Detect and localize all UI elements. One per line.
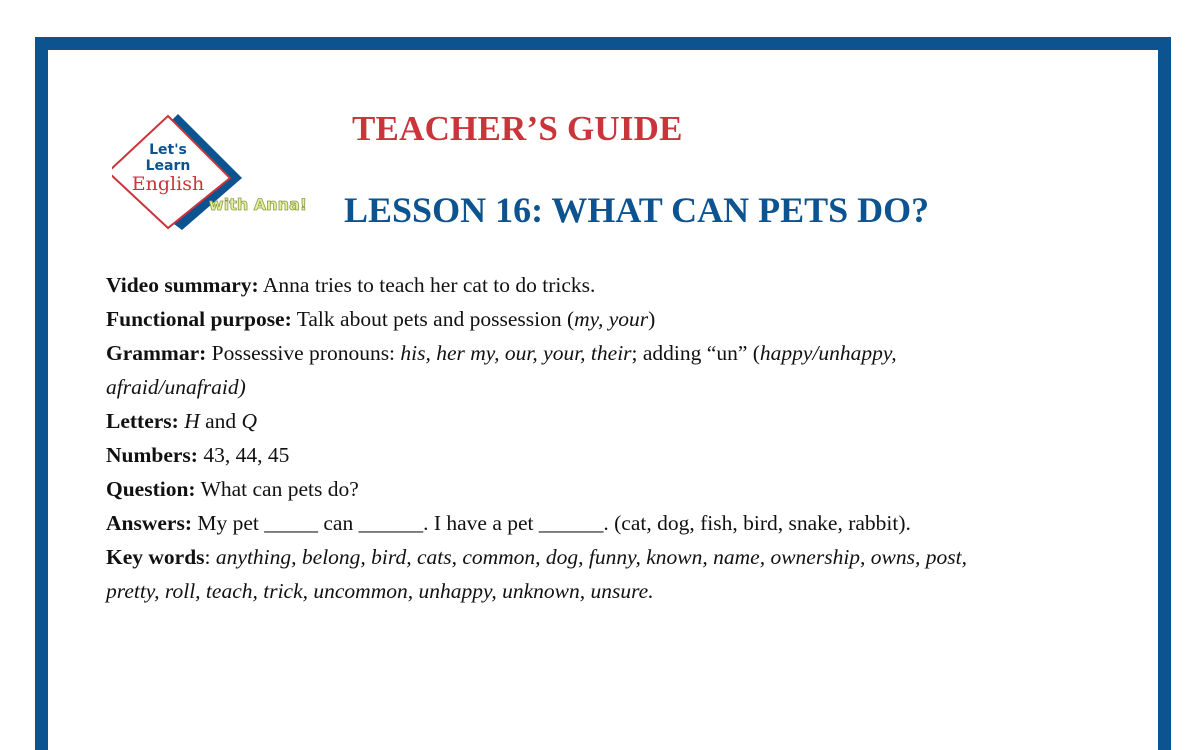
video-summary-row <box>106 268 1136 302</box>
field-label: Functional purpose: <box>106 307 292 331</box>
field-label: Numbers: <box>106 443 198 467</box>
key-words-row: Key words: anything, belong, bird, cats, common, dog, funny, known, name, ownership, owns, post, pretty, roll, teach, trick, uncommon, unhappy, unknown, unsure. <box>106 545 967 603</box>
answers-row: Answers: My pet _____ can ______. I have a pet ______. (cat, dog, fish, bird, snake, rabbit). <box>106 511 911 535</box>
field-value: Anna tries to teach her cat to do tricks. <box>258 273 596 297</box>
numbers-row: Numbers: 43, 44, 45 <box>106 443 290 467</box>
field-label: Letters: <box>106 409 179 433</box>
lets-learn-english-logo <box>112 112 312 232</box>
svg-text:English: English <box>131 173 205 195</box>
lesson-title: LESSON 16: WHAT CAN PETS DO? <box>344 190 930 230</box>
field-label: Answers: <box>106 511 192 535</box>
lesson-details <box>106 268 1136 608</box>
svg-text:with Anna!: with Anna! <box>208 195 308 214</box>
guide-title: TEACHER’S GUIDE <box>352 109 683 148</box>
question-row: Question: What can pets do? <box>106 477 359 501</box>
grammar-row: Grammar: Possessive pronouns: his, her my, our, your, their; adding “un” (happy/unhappy, afraid/unafraid) <box>106 341 897 399</box>
field-label: Video summary: <box>106 273 259 297</box>
letters-row: Letters: H and Q <box>106 409 258 433</box>
field-label: Key words <box>106 545 205 569</box>
field-label: Question: <box>106 477 196 501</box>
field-label: Grammar: <box>106 341 207 365</box>
svg-text:Learn: Learn <box>145 158 191 174</box>
functional-purpose-row: Functional purpose: Talk about pets and possession (my, your) <box>106 307 656 331</box>
svg-text:Let's: Let's <box>149 142 187 158</box>
